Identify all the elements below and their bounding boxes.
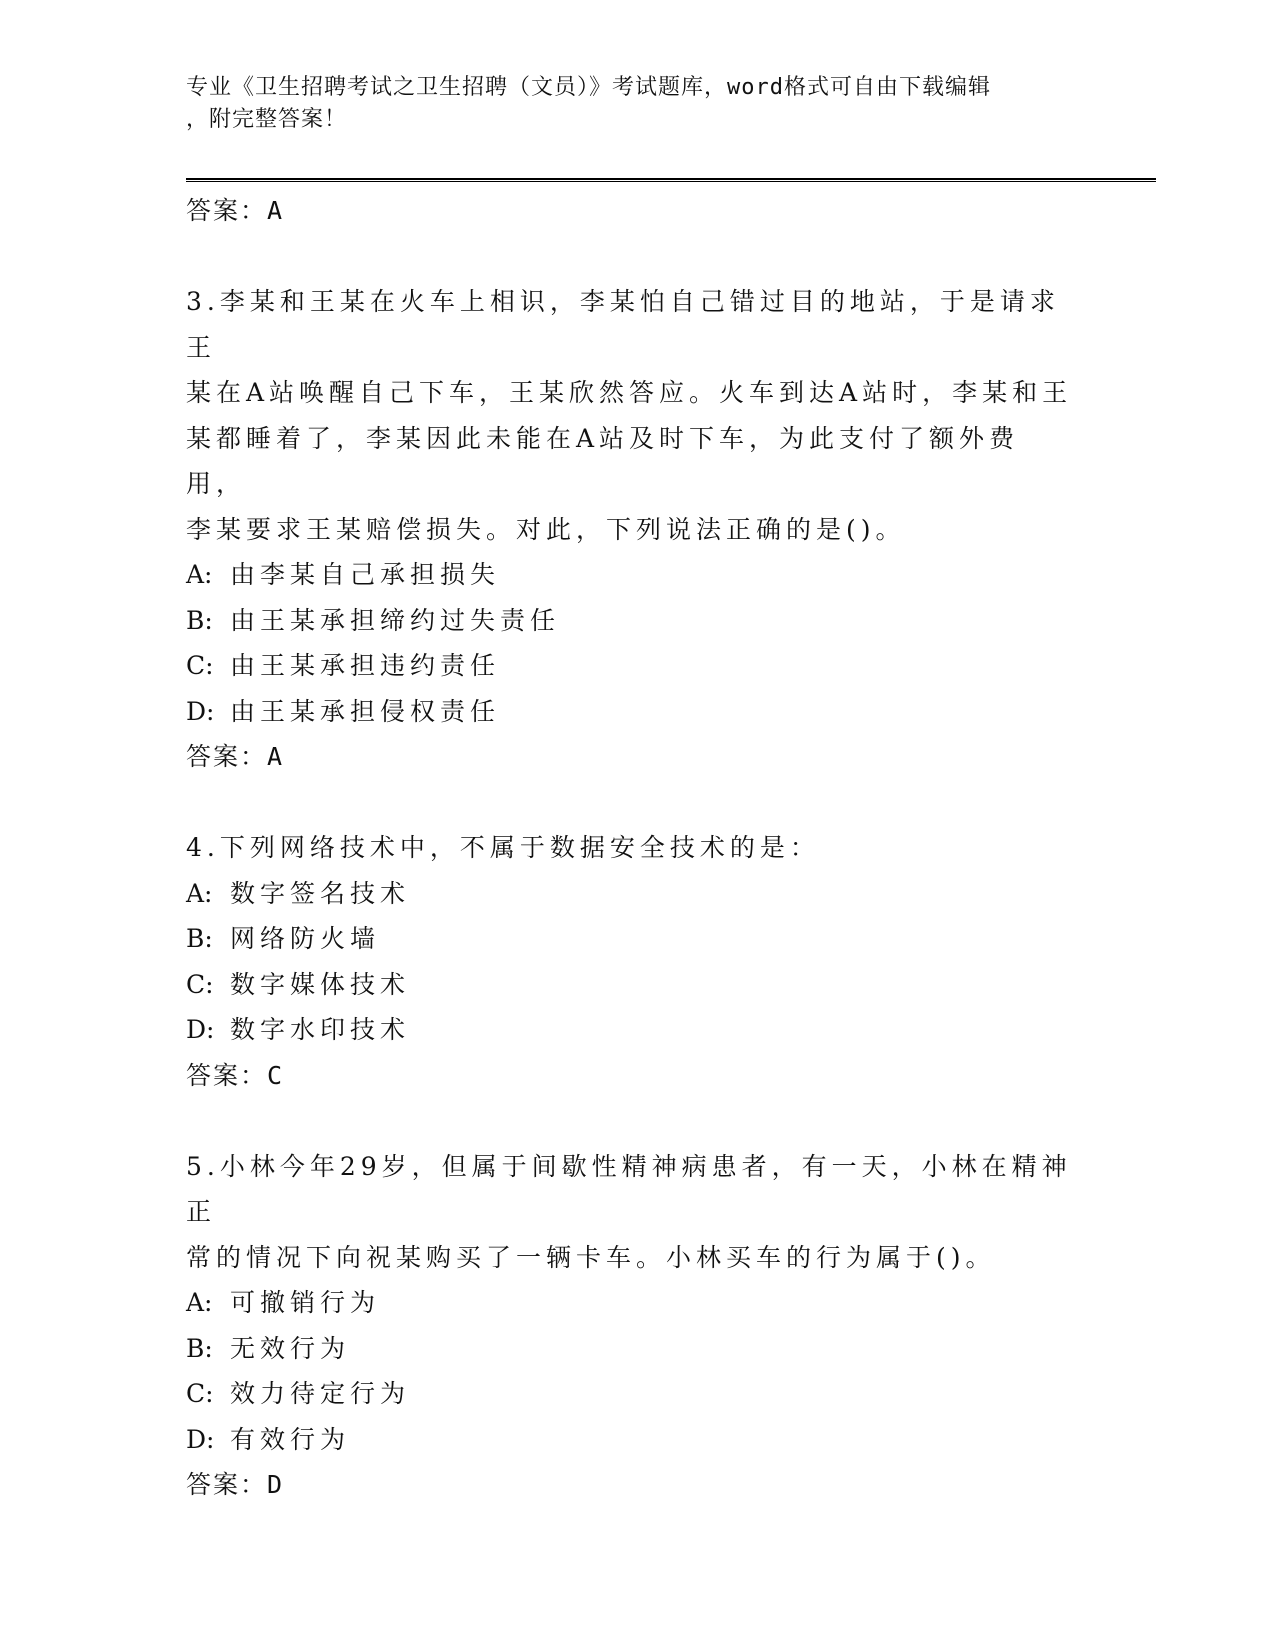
question-list: [186, 188, 1076, 1508]
question-block: [186, 825, 1076, 1098]
option-text: 由李某自己承担损失: [230, 560, 501, 589]
answer-label: 答案：: [186, 1470, 268, 1499]
stem-line: 3.李某和王某在火车上相识，李某怕自己错过目的地站，于是请求王: [186, 287, 1060, 362]
stem-line: 某在A站唤醒自己下车，王某欣然答应。火车到达A站时，李某和王: [186, 378, 1073, 407]
option-key: D:: [186, 1424, 215, 1454]
answer-value: C: [267, 1060, 283, 1090]
option-text: 有效行为: [230, 1424, 351, 1454]
answer-label: 答案：: [186, 1060, 268, 1090]
option: [186, 689, 1076, 735]
option: [186, 1417, 1076, 1463]
header-line-1: 专业《卫生招聘考试之卫生招聘（文员）》考试题库，word格式可自由下载编辑: [186, 75, 991, 100]
page-header: [186, 72, 1066, 136]
option-text: 网络防火墙: [230, 924, 381, 953]
option-text: 效力待定行为: [230, 1379, 411, 1408]
stem-line: 5.小林今年29岁，但属于间歇性精神病患者，有一天，小林在精神正: [186, 1151, 1072, 1226]
spacer: [186, 234, 1076, 280]
stem-line: 李某要求王某赔偿损失。对此，下列说法正确的是()。: [186, 514, 906, 544]
option: [186, 1007, 1076, 1053]
option-key: B:: [186, 1333, 213, 1363]
option-key: A:: [186, 878, 213, 908]
header-line-2: ，附完整答案！: [186, 107, 348, 132]
answer-line: [186, 1053, 1076, 1099]
spacer: [186, 780, 1076, 826]
option-text: 无效行为: [230, 1333, 351, 1363]
option: [186, 598, 1076, 644]
option-text: 由王某承担违约责任: [230, 651, 501, 680]
stem-line: 某都睡着了，李某因此未能在A站及时下车，为此支付了额外费用，: [186, 423, 1020, 498]
option: [186, 1326, 1076, 1372]
option-key: D:: [186, 1015, 215, 1044]
option: [186, 1371, 1076, 1417]
option: [186, 962, 1076, 1008]
spacer: [186, 1098, 1076, 1144]
question-block: [186, 279, 1076, 780]
answer-line: [186, 734, 1076, 780]
option-text: 数字媒体技术: [230, 969, 411, 999]
answer-value: A: [267, 196, 283, 225]
option-key: A:: [186, 560, 213, 589]
option-text: 数字水印技术: [230, 1015, 411, 1044]
option-key: A:: [186, 1288, 213, 1317]
option-key: D:: [186, 696, 215, 726]
question-block: [186, 1144, 1076, 1508]
header-divider: [186, 178, 1156, 182]
option-text: 由王某承担侵权责任: [230, 696, 501, 726]
option-key: B:: [186, 605, 213, 635]
answer-value: D: [267, 1470, 283, 1499]
option-key: C:: [186, 651, 214, 680]
option-text: 数字签名技术: [230, 878, 411, 908]
option-key: B:: [186, 924, 213, 953]
question-stem: [186, 279, 1076, 552]
option: [186, 916, 1076, 962]
option-key: C:: [186, 969, 214, 999]
option: [186, 871, 1076, 917]
option: [186, 552, 1076, 598]
question-stem: [186, 825, 1076, 871]
answer-line: [186, 188, 1076, 234]
question-stem: [186, 1144, 1076, 1281]
option: [186, 643, 1076, 689]
option-text: 可撤销行为: [230, 1288, 381, 1317]
answer-value: A: [267, 742, 283, 771]
stem-line: 4.下列网络技术中，不属于数据安全技术的是：: [186, 833, 820, 862]
option: [186, 1280, 1076, 1326]
answer-label: 答案：: [186, 196, 268, 225]
option-text: 由王某承担缔约过失责任: [230, 605, 561, 635]
stem-line: 常的情况下向祝某购买了一辆卡车。小林买车的行为属于()。: [186, 1242, 996, 1272]
answer-label: 答案：: [186, 742, 268, 771]
answer-line: [186, 1462, 1076, 1508]
option-key: C:: [186, 1379, 214, 1408]
